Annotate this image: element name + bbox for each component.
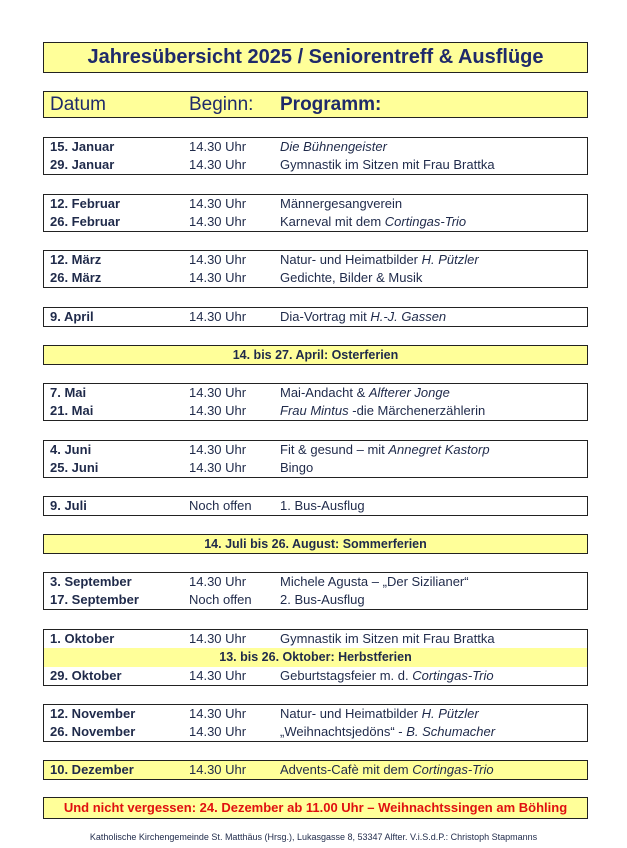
header-time: Beginn: bbox=[189, 94, 254, 115]
event-program: Fit & gesund – mit Annegret Kastorp bbox=[280, 442, 490, 457]
event-row bbox=[44, 630, 587, 648]
holiday-banner-easter bbox=[43, 345, 588, 365]
event-program: Michele Agusta – „Der Sizilianer“ bbox=[280, 574, 469, 589]
event-time: Noch offen bbox=[189, 498, 252, 513]
event-date: 4. Juni bbox=[50, 442, 92, 457]
event-row bbox=[44, 723, 587, 741]
event-time: 14.30 Uhr bbox=[189, 385, 247, 400]
holiday-text: 13. bis 26. Oktober: Herbstferien bbox=[219, 650, 412, 664]
event-date: 26. März bbox=[50, 270, 102, 285]
event-program: Mai-Andacht & Alfterer Jonge bbox=[280, 385, 450, 400]
event-date: 1. Oktober bbox=[50, 631, 115, 646]
event-program: Dia-Vortrag mit H.-J. Gassen bbox=[280, 309, 447, 324]
event-date: 10. Dezember bbox=[50, 762, 134, 777]
event-row bbox=[44, 138, 587, 156]
event-time: 14.30 Uhr bbox=[189, 706, 247, 721]
event-time: Noch offen bbox=[189, 592, 252, 607]
event-time: 14.30 Uhr bbox=[189, 309, 247, 324]
event-time: 14.30 Uhr bbox=[189, 631, 247, 646]
event-program: Karneval mit dem Cortingas-Trio bbox=[280, 214, 467, 229]
event-row bbox=[44, 308, 587, 326]
holiday-text: 14. bis 27. April: Osterferien bbox=[232, 348, 399, 362]
month-block-february bbox=[43, 194, 588, 232]
event-row bbox=[44, 402, 587, 420]
event-time: 14.30 Uhr bbox=[189, 270, 247, 285]
event-program: Gymnastik im Sitzen mit Frau Brattka bbox=[280, 157, 495, 172]
event-row bbox=[44, 667, 587, 685]
event-program: Advents-Cafè mit dem Cortingas-Trio bbox=[280, 762, 494, 777]
event-program: Männergesangverein bbox=[280, 196, 403, 211]
event-date: 12. Februar bbox=[50, 196, 121, 211]
holiday-banner-autumn bbox=[44, 648, 587, 667]
event-program: Frau Mintus -die Märchenerzählerin bbox=[280, 403, 486, 418]
event-date: 15. Januar bbox=[50, 139, 115, 154]
event-program: Geburtstagsfeier m. d. Cortingas-Trio bbox=[280, 668, 494, 683]
event-date: 7. Mai bbox=[50, 385, 87, 400]
event-date: 29. Januar bbox=[50, 157, 115, 172]
event-row bbox=[44, 269, 587, 287]
event-time: 14.30 Uhr bbox=[189, 252, 247, 267]
event-row bbox=[44, 156, 587, 174]
page-title bbox=[43, 42, 588, 73]
header-program: Programm: bbox=[280, 94, 382, 115]
event-date: 9. Juli bbox=[50, 498, 87, 513]
event-program: „Weihnachtsjedöns“ - B. Schumacher bbox=[280, 724, 496, 739]
event-row bbox=[44, 195, 587, 213]
event-row bbox=[44, 705, 587, 723]
event-date: 25. Juni bbox=[50, 460, 99, 475]
event-date: 12. März bbox=[50, 252, 102, 267]
event-program: Bingo bbox=[280, 460, 314, 475]
table-header bbox=[43, 91, 588, 118]
header-date: Datum bbox=[50, 94, 106, 115]
month-block-december bbox=[43, 760, 588, 780]
event-date: 21. Mai bbox=[50, 403, 94, 418]
event-date: 9. April bbox=[50, 309, 94, 324]
event-time: 14.30 Uhr bbox=[189, 196, 247, 211]
month-block-march bbox=[43, 250, 588, 288]
event-time: 14.30 Uhr bbox=[189, 724, 247, 739]
event-time: 14.30 Uhr bbox=[189, 157, 247, 172]
event-row bbox=[44, 761, 587, 779]
month-block-october bbox=[43, 629, 588, 686]
event-time: 14.30 Uhr bbox=[189, 762, 247, 777]
event-row bbox=[44, 384, 587, 402]
event-row bbox=[44, 573, 587, 591]
event-program: 2. Bus-Ausflug bbox=[280, 592, 365, 607]
reminder-text: Und nicht vergessen: 24. Dezember ab 11.00 Uhr – Weihnachtssingen am Böhling bbox=[63, 800, 568, 815]
event-time: 14.30 Uhr bbox=[189, 574, 247, 589]
event-date: 12. November bbox=[50, 706, 136, 721]
month-block-january bbox=[43, 137, 588, 175]
month-block-july bbox=[43, 496, 588, 516]
event-row bbox=[44, 591, 587, 609]
holiday-banner-summer bbox=[43, 534, 588, 554]
event-row bbox=[44, 441, 587, 459]
event-time: 14.30 Uhr bbox=[189, 139, 247, 154]
event-row bbox=[44, 251, 587, 269]
month-block-april bbox=[43, 307, 588, 327]
event-time: 14.30 Uhr bbox=[189, 460, 247, 475]
event-program: Natur- und Heimatbilder H. Pützler bbox=[280, 252, 479, 267]
event-time: 14.30 Uhr bbox=[189, 214, 247, 229]
month-block-november bbox=[43, 704, 588, 742]
event-row bbox=[44, 497, 587, 515]
event-program: Gedichte, Bilder & Musik bbox=[280, 270, 423, 285]
event-date: 26. November bbox=[50, 724, 136, 739]
event-date: 26. Februar bbox=[50, 214, 121, 229]
event-time: 14.30 Uhr bbox=[189, 668, 247, 683]
month-block-may bbox=[43, 383, 588, 421]
month-block-june bbox=[43, 440, 588, 478]
event-program: Die Bühnengeister bbox=[280, 139, 387, 154]
month-block-september bbox=[43, 572, 588, 610]
event-date: 3. September bbox=[50, 574, 132, 589]
footer-imprint: Katholische Kirchengemeinde St. Matthäus (Hrsg.), Lukasgasse 8, 53347 Alfter. V.i.S.d.P.: Christoph Stapmanns bbox=[89, 832, 538, 842]
event-program: Gymnastik im Sitzen mit Frau Brattka bbox=[280, 631, 495, 646]
reminder-banner bbox=[43, 797, 588, 819]
title-text: Jahresübersicht 2025 / Seniorentreff & Ausflüge bbox=[87, 46, 544, 68]
event-program: 1. Bus-Ausflug bbox=[280, 498, 365, 513]
event-time: 14.30 Uhr bbox=[189, 403, 247, 418]
event-row bbox=[44, 213, 587, 231]
holiday-text: 14. Juli bis 26. August: Sommerferien bbox=[204, 537, 427, 551]
event-date: 17. September bbox=[50, 592, 139, 607]
event-date: 29. Oktober bbox=[50, 668, 122, 683]
event-program: Natur- und Heimatbilder H. Pützler bbox=[280, 706, 479, 721]
event-row bbox=[44, 459, 587, 477]
event-time: 14.30 Uhr bbox=[189, 442, 247, 457]
